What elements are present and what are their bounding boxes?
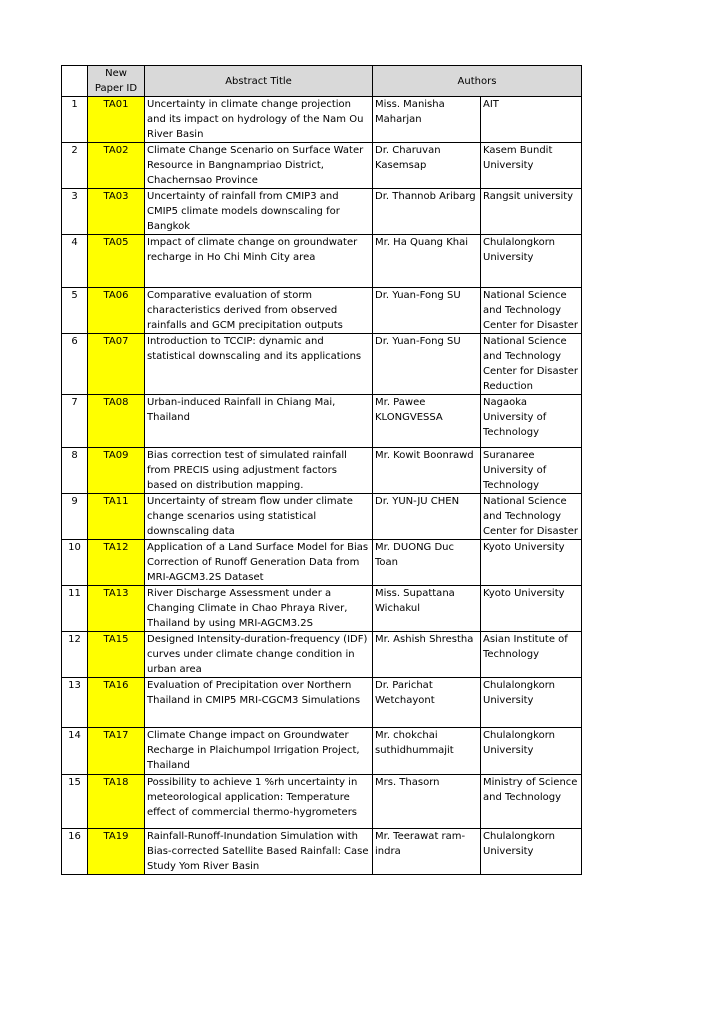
table-row (62, 775, 582, 829)
row-number: 4 (62, 235, 88, 288)
abstract-title: Evaluation of Precipitation over Northern Thailand in CMIP5 MRI-CGCM3 Simulations (145, 678, 373, 728)
paper-id: TA03 (88, 189, 145, 235)
paper-id: TA07 (88, 334, 145, 395)
author-affiliation: Chulalongkorn University (481, 235, 582, 288)
row-number: 3 (62, 189, 88, 235)
paper-id: TA11 (88, 494, 145, 540)
author-name: Miss. Manisha Maharjan (373, 97, 481, 143)
paper-id: TA19 (88, 829, 145, 875)
author-name: Mr. Teerawat ram-indra (373, 829, 481, 875)
author-affiliation: National Science and Technology Center for Disaster Reduction (481, 334, 582, 395)
table-row (62, 235, 582, 288)
author-name: Dr. YUN-JU CHEN (373, 494, 481, 540)
row-number: 5 (62, 288, 88, 334)
author-name: Mrs. Thasorn (373, 775, 481, 829)
author-affiliation: Nagaoka University of Technology (481, 395, 582, 448)
abstract-title: Designed Intensity-duration-frequency (IDF) curves under climate change condition in urban area (145, 632, 373, 678)
row-number: 12 (62, 632, 88, 678)
author-affiliation: Kyoto University (481, 586, 582, 632)
row-number: 16 (62, 829, 88, 875)
header-number (62, 66, 88, 97)
abstract-title: River Discharge Assessment under a Changing Climate in Chao Phraya River, Thailand by using MRI-AGCM3.2S (145, 586, 373, 632)
paper-id: TA01 (88, 97, 145, 143)
paper-id: TA08 (88, 395, 145, 448)
header-paper-id: New Paper ID (88, 66, 145, 97)
header-abstract-title: Abstract Title (145, 66, 373, 97)
author-affiliation: Rangsit university (481, 189, 582, 235)
row-number: 14 (62, 728, 88, 775)
author-affiliation: Kasem Bundit University (481, 143, 582, 189)
row-number: 13 (62, 678, 88, 728)
paper-list-sheet (61, 65, 582, 875)
abstract-title: Comparative evaluation of storm characteristics derived from observed rainfalls and GCM precipitation outputs (145, 288, 373, 334)
row-number: 9 (62, 494, 88, 540)
table-row (62, 97, 582, 143)
author-affiliation: Asian Institute of Technology (481, 632, 582, 678)
author-name: Mr. chokchai suthidhummajit (373, 728, 481, 775)
abstract-title: Bias correction test of simulated rainfall from PRECIS using adjustment factors based on distribution mapping. (145, 448, 373, 494)
author-name: Mr. Ashish Shrestha (373, 632, 481, 678)
row-number: 7 (62, 395, 88, 448)
abstract-title: Climate Change impact on Groundwater Recharge in Plaichumpol Irrigation Project, Thailand (145, 728, 373, 775)
author-name: Dr. Yuan-Fong SU (373, 288, 481, 334)
abstract-title: Rainfall-Runoff-Inundation Simulation with Bias-corrected Satellite Based Rainfall: Case Study Yom River Basin (145, 829, 373, 875)
author-affiliation: National Science and Technology Center for Disaster (481, 494, 582, 540)
author-name: Mr. Pawee KLONGVESSA (373, 395, 481, 448)
author-affiliation: Ministry of Science and Technology (481, 775, 582, 829)
table-row (62, 632, 582, 678)
table-row (62, 143, 582, 189)
author-name: Dr. Parichat Wetchayont (373, 678, 481, 728)
author-name: Miss. Supattana Wichakul (373, 586, 481, 632)
table-row (62, 334, 582, 395)
header-row (62, 66, 582, 97)
row-number: 8 (62, 448, 88, 494)
table-row (62, 829, 582, 875)
author-affiliation: AIT (481, 97, 582, 143)
table-row (62, 189, 582, 235)
author-affiliation: Kyoto University (481, 540, 582, 586)
abstract-title: Uncertainty in climate change projection and its impact on hydrology of the Nam Ou River Basin (145, 97, 373, 143)
paper-id: TA02 (88, 143, 145, 189)
abstract-title: Uncertainty of stream flow under climate change scenarios using statistical downscaling data (145, 494, 373, 540)
author-affiliation: Suranaree University of Technology (481, 448, 582, 494)
row-number: 1 (62, 97, 88, 143)
paper-id: TA12 (88, 540, 145, 586)
paper-id: TA18 (88, 775, 145, 829)
author-name: Dr. Thannob Aribarg (373, 189, 481, 235)
abstract-title: Possibility to achieve 1 %rh uncertainty in meteorological application: Temperature effect of commercial thermo-hygrometers (145, 775, 373, 829)
abstract-title: Introduction to TCCIP: dynamic and statistical downscaling and its applications (145, 334, 373, 395)
row-number: 6 (62, 334, 88, 395)
paper-table (61, 65, 582, 875)
abstract-title: Impact of climate change on groundwater recharge in Ho Chi Minh City area (145, 235, 373, 288)
author-name: Dr. Yuan-Fong SU (373, 334, 481, 395)
table-row (62, 494, 582, 540)
author-affiliation: National Science and Technology Center for Disaster (481, 288, 582, 334)
abstract-title: Climate Change Scenario on Surface Water Resource in Bangnampriao District, Chachernsao Province (145, 143, 373, 189)
paper-id: TA06 (88, 288, 145, 334)
author-name: Dr. Charuvan Kasemsap (373, 143, 481, 189)
header-authors: Authors (373, 66, 582, 97)
paper-id: TA17 (88, 728, 145, 775)
author-name: Mr. Kowit Boonrawd (373, 448, 481, 494)
paper-id: TA09 (88, 448, 145, 494)
row-number: 10 (62, 540, 88, 586)
table-row (62, 728, 582, 775)
abstract-title: Application of a Land Surface Model for Bias Correction of Runoff Generation Data from MRI-AGCM3.2S Dataset (145, 540, 373, 586)
table-row (62, 678, 582, 728)
abstract-title: Uncertainty of rainfall from CMIP3 and CMIP5 climate models downscaling for Bangkok (145, 189, 373, 235)
table-row (62, 395, 582, 448)
paper-id: TA05 (88, 235, 145, 288)
author-affiliation: Chulalongkorn University (481, 678, 582, 728)
paper-id: TA15 (88, 632, 145, 678)
table-row (62, 540, 582, 586)
table-row (62, 288, 582, 334)
paper-id: TA13 (88, 586, 145, 632)
table-row (62, 448, 582, 494)
row-number: 15 (62, 775, 88, 829)
row-number: 11 (62, 586, 88, 632)
table-row (62, 586, 582, 632)
author-name: Mr. Ha Quang Khai (373, 235, 481, 288)
row-number: 2 (62, 143, 88, 189)
abstract-title: Urban-induced Rainfall in Chiang Mai, Thailand (145, 395, 373, 448)
paper-id: TA16 (88, 678, 145, 728)
author-affiliation: Chulalongkorn University (481, 728, 582, 775)
author-affiliation: Chulalongkorn University (481, 829, 582, 875)
author-name: Mr. DUONG Duc Toan (373, 540, 481, 586)
